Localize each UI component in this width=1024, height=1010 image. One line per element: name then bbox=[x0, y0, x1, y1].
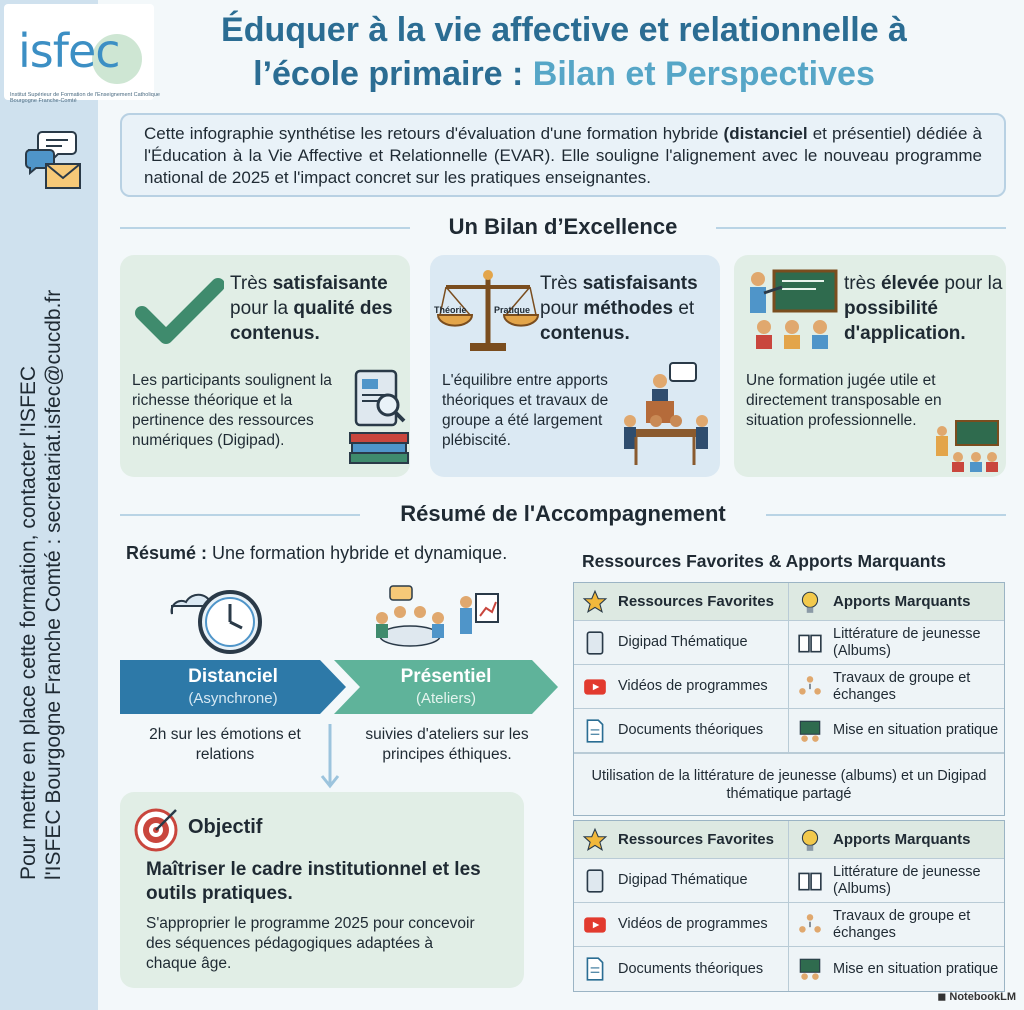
resource-cell bbox=[574, 947, 789, 991]
tablet-icon bbox=[582, 630, 608, 656]
resource-cell bbox=[574, 859, 789, 902]
table-header bbox=[574, 821, 1004, 859]
divider-line bbox=[716, 227, 1006, 229]
table-header bbox=[574, 583, 1004, 621]
heading-part: pour bbox=[540, 298, 584, 319]
intro-a: Cette infographie synthétise les retours d'évaluation d'une formation hybride bbox=[144, 124, 724, 143]
objectif-body: S'approprier le programme 2025 pour concevoir des séquences pédagogiques adaptées à chaque âge. bbox=[146, 915, 475, 972]
highlight-label: Littérature de jeunesse (Albums) bbox=[833, 863, 981, 897]
highlight-label: Littérature de jeunesse (Albums) bbox=[833, 625, 981, 659]
table-row bbox=[574, 947, 1004, 991]
heading-bold: satisfaisante bbox=[272, 273, 388, 294]
resume-section-header bbox=[120, 499, 1006, 529]
resources-note: Utilisation de la littérature de jeunesse (albums) et un Digipad thématique partagé bbox=[574, 753, 1004, 815]
logo-text: isfec bbox=[18, 24, 120, 78]
card-body: L'équilibre entre apports théoriques et travaux de groupe a été largement plébiscité. bbox=[442, 372, 609, 449]
document-icon bbox=[582, 956, 608, 982]
intro-box bbox=[120, 113, 1006, 197]
table-row bbox=[574, 621, 1004, 665]
highlight-cell bbox=[789, 903, 1004, 946]
contact-line-2: l'ISFEC Bourgogne Franche Comté : secretariat.isfec@cucdb.fr bbox=[42, 289, 65, 880]
distanciel-chevron bbox=[120, 660, 346, 714]
classroom-icon bbox=[930, 419, 1002, 473]
bilan-card-contents bbox=[120, 255, 410, 477]
heading-part: Très bbox=[540, 273, 583, 294]
bilan-card-methods bbox=[430, 255, 720, 477]
resource-cell bbox=[574, 709, 789, 752]
star-icon bbox=[582, 827, 608, 853]
highlight-cell bbox=[789, 621, 1004, 664]
card-heading bbox=[844, 271, 1004, 346]
table-row bbox=[574, 665, 1004, 709]
heading-part: pour la bbox=[230, 298, 294, 319]
practice-board-icon bbox=[797, 956, 823, 982]
bilan-title: Un Bilan d’Excellence bbox=[435, 212, 692, 242]
highlight-label: Travaux de groupe et échanges bbox=[833, 907, 971, 941]
scale-right-label: Pratique bbox=[494, 305, 531, 315]
heading-part: pour la bbox=[939, 273, 1003, 294]
card-body: Une formation jugée utile et directement transposable en situation professionnelle. bbox=[746, 372, 942, 429]
col-label: Ressources Favorites bbox=[618, 593, 774, 610]
heading-part: très bbox=[844, 273, 881, 294]
star-icon bbox=[582, 589, 608, 615]
page-title bbox=[110, 8, 1018, 96]
tablet-books-icon bbox=[348, 367, 410, 471]
checkmark-icon bbox=[134, 277, 224, 347]
resume-text: Une formation hybride et dynamique. bbox=[207, 543, 508, 563]
resources-table-2 bbox=[573, 820, 1005, 992]
lightbulb-icon bbox=[797, 827, 823, 853]
intro-b: (distanciel bbox=[723, 124, 808, 143]
group-work-icon bbox=[797, 674, 823, 700]
practice-board-icon bbox=[797, 718, 823, 744]
contact-line-1: Pour mettre en place cette formation, contacter l'ISFEC bbox=[17, 365, 40, 880]
heading-bold: élevée bbox=[880, 273, 940, 294]
highlight-label: Travaux de groupe et échanges bbox=[833, 669, 971, 703]
notebooklm-icon: ◼ bbox=[937, 991, 950, 1003]
resource-cell bbox=[574, 665, 789, 708]
resource-label: Digipad Thématique bbox=[618, 872, 748, 888]
title-line-1: Éduquer à la vie affective et relationnelle à bbox=[221, 11, 907, 49]
resume-label: Résumé : bbox=[126, 543, 208, 563]
card-heading bbox=[540, 271, 715, 346]
heading-bold: méthodes bbox=[583, 298, 674, 319]
resource-cell bbox=[574, 621, 789, 664]
lightbulb-icon bbox=[797, 589, 823, 615]
resume-summary bbox=[126, 543, 507, 564]
open-book-icon bbox=[797, 868, 823, 894]
title-line-2b: Bilan et Perspectives bbox=[532, 55, 875, 93]
tablet-icon bbox=[582, 868, 608, 894]
resume-title: Résumé de l'Accompagnement bbox=[386, 499, 740, 529]
distanciel-sub: (Asynchrone) bbox=[188, 690, 278, 707]
card-heading bbox=[230, 271, 405, 346]
table-row bbox=[574, 709, 1004, 753]
resources-table-1 bbox=[573, 582, 1005, 816]
highlight-cell bbox=[789, 947, 1004, 991]
video-play-icon bbox=[582, 674, 608, 700]
down-arrow-icon bbox=[318, 722, 342, 792]
heading-part: Très bbox=[230, 273, 273, 294]
objectif-heading: Maîtriser le cadre institutionnel et les outils pratiques. bbox=[146, 859, 481, 904]
col-favorites bbox=[574, 583, 789, 620]
resource-label: Vidéos de programmes bbox=[618, 678, 768, 694]
distanciel-title: Distanciel bbox=[188, 666, 278, 687]
table-row bbox=[574, 859, 1004, 903]
divider-line bbox=[120, 227, 410, 229]
presentiel-sub: (Ateliers) bbox=[415, 690, 476, 707]
heading-part: et bbox=[673, 298, 695, 319]
target-icon bbox=[134, 806, 180, 852]
heading-bold: qualité des contenus. bbox=[230, 298, 393, 344]
resource-cell bbox=[574, 903, 789, 946]
scale-left-label: Théorie bbox=[434, 305, 467, 315]
heading-bold: contenus. bbox=[540, 323, 630, 344]
title-line-2a: l’école primaire : bbox=[253, 55, 533, 93]
teacher-board-icon bbox=[744, 267, 840, 353]
highlight-cell bbox=[789, 859, 1004, 902]
bilan-card-application bbox=[734, 255, 1006, 477]
logo-region: Bourgogne Franche-Comté bbox=[10, 98, 77, 104]
col-highlights bbox=[789, 821, 1004, 858]
divider-line bbox=[120, 514, 360, 516]
intro-c: et présentiel) dédiée à l'Éducation à la Vie Affective et Relationnelle (EVAR). Elle souligne l'alignement avec le nouveau programme national de 2025 et l'impact concret sur les pratiques enseignantes. bbox=[144, 124, 982, 187]
card-body: Les participants soulignent la richesse théorique et la pertinence des ressources numériques (Digipad). bbox=[132, 372, 332, 449]
col-favorites bbox=[574, 821, 789, 858]
logo-institute: Institut Supérieur de Formation de l'Enseignement Catholique bbox=[10, 92, 160, 98]
resource-label: Documents théoriques bbox=[618, 960, 764, 977]
notebooklm-label: NotebookLM bbox=[949, 991, 1016, 1003]
distanciel-text: 2h sur les émotions et relations bbox=[149, 726, 301, 763]
bilan-section-header bbox=[120, 212, 1006, 242]
col-label: Apports Marquants bbox=[833, 593, 971, 610]
col-label: Ressources Favorites bbox=[618, 831, 774, 848]
col-highlights bbox=[789, 583, 1004, 620]
highlight-cell bbox=[789, 709, 1004, 752]
highlight-label: Mise en situation pratique bbox=[833, 722, 999, 738]
group-meeting-icon bbox=[616, 359, 716, 471]
cloud-clock-icon bbox=[166, 584, 266, 656]
resource-label: Documents théoriques bbox=[618, 722, 764, 738]
contact-text bbox=[16, 220, 66, 880]
presentiel-title: Présentiel bbox=[400, 666, 492, 687]
document-icon bbox=[582, 718, 608, 744]
video-play-icon bbox=[582, 912, 608, 938]
resource-label: Digipad Thématique bbox=[618, 634, 748, 650]
table-row bbox=[574, 903, 1004, 947]
highlight-label: Mise en situation pratique bbox=[833, 960, 999, 977]
presentiel-text: suivies d'ateliers sur les principes éthiques. bbox=[365, 726, 529, 763]
resource-label: Vidéos de programmes bbox=[618, 916, 768, 932]
divider-line bbox=[766, 514, 1006, 516]
highlight-cell bbox=[789, 665, 1004, 708]
heading-bold: satisfaisants bbox=[582, 273, 698, 294]
contact-chat-mail-icon bbox=[22, 128, 86, 192]
workshop-icon bbox=[368, 584, 500, 656]
resources-title: Ressources Favorites & Apports Marquants bbox=[582, 551, 947, 571]
group-work-icon bbox=[797, 912, 823, 938]
open-book-icon bbox=[797, 630, 823, 656]
col-label: Apports Marquants bbox=[833, 831, 971, 848]
objectif-box bbox=[120, 792, 524, 988]
objectif-title: Objectif bbox=[188, 816, 263, 838]
heading-bold: possibilité d'application. bbox=[844, 298, 966, 344]
presentiel-chevron bbox=[334, 660, 558, 714]
notebooklm-badge bbox=[937, 990, 1016, 1003]
